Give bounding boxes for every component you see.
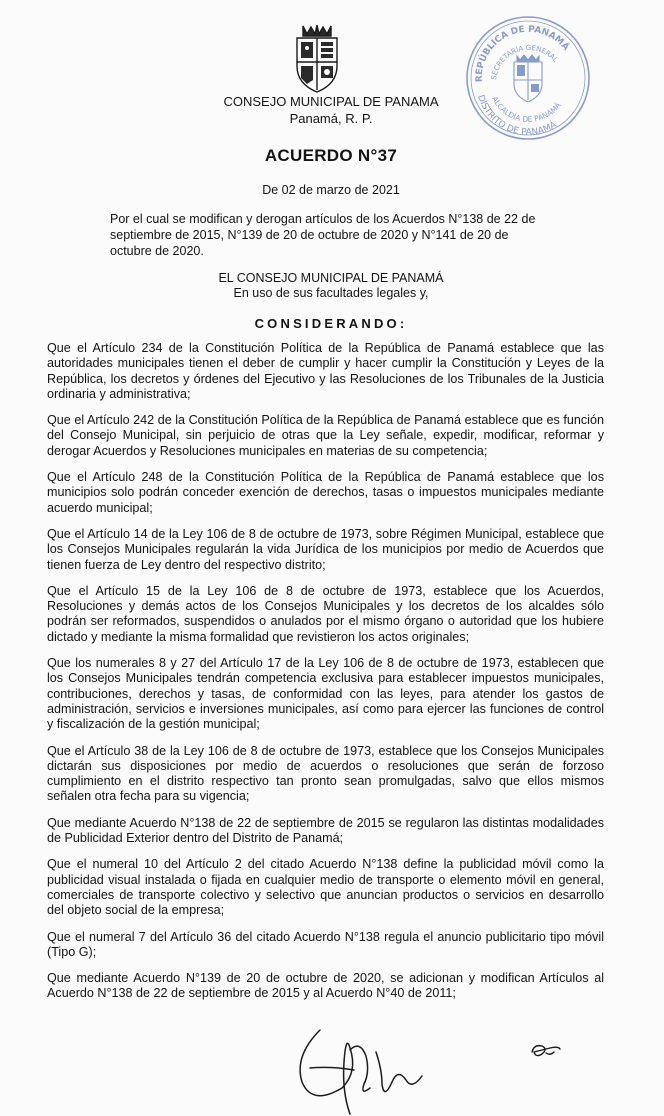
council-name: CONSEJO MUNICIPAL DE PANAMA <box>223 94 439 109</box>
issuer-block <box>150 271 512 301</box>
handwritten-signature <box>290 1010 440 1116</box>
handwritten-initials <box>528 1036 564 1062</box>
paragraph: Que el Artículo 15 de la Ley 106 de 8 de octubre de 1973, establece que los Acuerdos, Resoluciones y demás actos de los Consejos Municipales y los decretos de los alcaldes sólo podrán ser reformados, suspendidos o anulados por el mismo órgano o autoridad que los hubiere dictado y mediante la misma formalidad que revistieron los actos originales; <box>47 583 604 644</box>
considerando-body <box>47 341 604 1013</box>
authority-line: En uso de sus facultades legales y, <box>233 286 429 300</box>
issuer-name: EL CONSEJO MUNICIPAL DE PANAMÁ <box>218 271 444 285</box>
document-date: De 02 de marzo de 2021 <box>262 183 400 197</box>
paragraph: Que el Artículo 248 de la Constitución Política de la República de Panamá establece que los municipios solo podrán conceder exención de derechos, tasas o impuestos municipales mediante acuerdo municipal; <box>47 470 604 515</box>
paragraph: Que el numeral 7 del Artículo 36 del citado Acuerdo N°138 regula el anuncio publicitario tipo móvil (Tipo G); <box>47 929 604 959</box>
paragraph: Que mediante Acuerdo N°139 de 20 de octubre de 2020, se adicionan y modifican Artículos al Acuerdo N°138 de 22 de septiembre de 2015 y al Acuerdo N°40 de 2011; <box>47 971 604 1001</box>
official-seal-stamp <box>462 12 594 144</box>
paragraph: Que el Artículo 242 de la Constitución Política de la República de Panamá establece que es función del Consejo Municipal, sin perjuicio de otras que la Ley señale, expedir, modificar, reformar y derogar Acuerdos y Resoluciones municipales en materias de su competencia; <box>47 413 604 458</box>
seal-text-top: REPÚBLICA DE PANAMÁ <box>474 24 571 83</box>
paragraph: Que el Artículo 38 de la Ley 106 de 8 de octubre de 1973, establece que los Consejos Municipales dictarán sus disposiciones por medio de acuerdos o resoluciones que serán de forzoso cumplimiento en el distrito respectivo tan pronto sean promulgadas, salvo que ellos mismos señalen otra fecha para su vigencia; <box>47 743 604 804</box>
paragraph: Que mediante Acuerdo N°138 de 22 de septiembre de 2015 se regularon las distintas modalidades de Publicidad Exterior dentro del Distrito de Panamá; <box>47 815 604 846</box>
document-purpose: Por el cual se modifican y derogan artículos de los Acuerdos N°138 de 22 de septiembre de 2015, N°139 de 20 de octubre de 2020 y N°141 de 20 de octubre de 2020. <box>110 212 536 258</box>
paragraph: Que el Artículo 234 de la Constitución Política de la República de Panamá establece que las autoridades municipales tienen el deber de cumplir y hacer cumplir la Constitución y Leyes de la República, los decretos y órdenes del Ejecutivo y las Resoluciones de los Tribunales de la Justicia ordinaria y administrativa; <box>47 341 604 401</box>
coat-of-arms-logo <box>289 22 345 94</box>
document-title: ACUERDO N°37 <box>264 146 398 165</box>
location: Panamá, R. P. <box>289 111 373 126</box>
seal-text-bottom: DISTRITO DE PANAMÁ <box>475 93 559 138</box>
seal-text-inner: SECRETARÍA GENERAL <box>489 43 560 81</box>
header-block <box>150 93 512 127</box>
paragraph: Que el numeral 10 del Artículo 2 del citado Acuerdo N°138 define la publicidad móvil como la publicidad visual instalada o fijada en cualquier medio de transporte o elemento móvil en general, comerciales de transporte colectivo y selectivo que anuncian productos o servicios en desarrollo del objeto social de la empresa; <box>47 857 604 918</box>
paragraph: Que el Artículo 14 de la Ley 106 de 8 de octubre de 1973, sobre Régimen Municipal, establece que los Consejos Municipales regularán la vida Jurídica de los municipios por medio de Acuerdos que tienen fuerza de Ley dentro del respectivo distrito; <box>47 526 604 572</box>
seal-coat-of-arms-icon <box>514 55 542 102</box>
seal-text-middle: ALCALDÍA DE PANAMÁ <box>490 94 563 124</box>
paragraph: Que los numerales 8 y 27 del Artículo 17 de la Ley 106 de 8 de octubre de 1973, establecen que los Consejos Municipales tendrán competencia exclusiva para establecer impuestos municipales, contribuciones, derechos y tasas, de conformidad con las leyes, para atender los gastos de administración, servicios e inversiones municipales, así como para ejercer las funciones de control y fiscalización de la gestión municipal; <box>47 656 604 732</box>
considerando-heading: CONSIDERANDO: <box>254 316 408 331</box>
